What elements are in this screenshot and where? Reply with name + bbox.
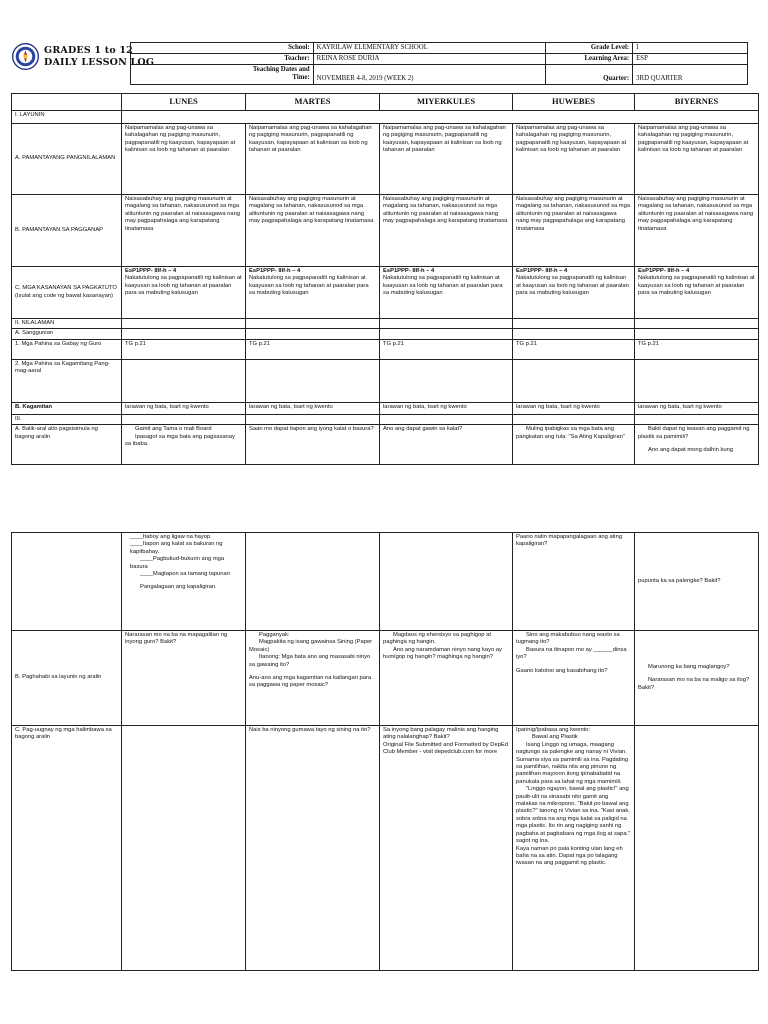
kasanayan-code: EsP1PPP- IIIf-h – 4 [125, 268, 177, 274]
teacher-value: REINA ROSE DURIA [313, 54, 546, 65]
teaching-dates-label-1: Teaching Dates and [252, 66, 310, 73]
paghahabi-text: Marunong ka bang maglangoy? [648, 663, 730, 670]
paghahabi-cell-martes [246, 631, 380, 726]
story-paragraph: Kaya naman po pala konting ulan lang eh baha na sa atin. Dapat nga po talagang iwasan na ang paggamit ng plastic. [516, 845, 623, 867]
pangnilalaman-cell: Naipamamalas ang pag-unawa sa kahalagahan ng pagiging masunurin, pagpapanatili ng kaayusan, kapayapaan at kalinisan sa loob ng tahanan at paaralan [122, 124, 246, 195]
pangnilalaman-cell: Naipamamalas ang pag-unawa sa kahalagahan ng pagiging masunurin, pagpapanatili ng kaayusan, kapayapaan at kalinisan sa loob ng tahanan at paaralan [513, 124, 635, 195]
kasanayan-code: EsP1PPP- IIIf-h – 4 [249, 268, 301, 274]
iii-label: III. [12, 414, 122, 424]
pag-uugnay-cell-huwebes [513, 726, 635, 971]
balik-text: Ipasagot sa mga bata ang pagsasanay sa ibaba. [125, 433, 235, 448]
story-instruction: Iparinig/Ipabasa ang kwento: [516, 727, 591, 733]
header-info-table [130, 42, 748, 85]
pagganap-cell: Naisasabuhay ang pagiging masunurin at magalang sa tahanan, nakasusunod sa mga alituntunin ng paaralan at naisasagawa nang may pagpapahalaga ang karapatang tinatamasa [635, 195, 759, 267]
pagganap-cell: Naisasabuhay ang pagiging masunurin at magalang sa tahanan, nakasusunod sa mga alituntunin ng paaralan at naisasagawa nang may pagpapahalaga ang karapatang tinatamasa [246, 195, 380, 267]
kagamitan-cell: larawan ng bata, tsart ng kwento [635, 402, 759, 414]
pamantayang-pangnilalaman-label: A. PAMANTAYANG PANGNILALAMAN [12, 124, 122, 195]
kasanayan-text: Nakatutulong sa pagpapanatili ng kalinisan at kaayusan sa loob ng tahanan at paaralan para sa mabuting kalusugan [383, 275, 503, 297]
story-title: Bawal ang Plastik [532, 734, 578, 741]
paghahabi-cell-biyernes [635, 631, 759, 726]
balik-aral-continued-biyernes: pupunta ka sa palengke? Bakit? [635, 533, 759, 631]
sanggunian-label: A. Sanggunian [12, 329, 122, 339]
exercise-item: ____Itaboy ang ligaw na hayop. [130, 534, 212, 540]
kasanayan-text: Nakatutulong sa pagpapanatili ng kalinisan at kaayusan sa loob ng tahanan at paaralan para sa mabuting kalusugan [249, 275, 369, 297]
kagamitang-pang-mag-aaral-label: 2. Mga Pahina sa Kagamitang Pang-mag-aaral [12, 359, 122, 402]
kasanayan-cell [246, 267, 380, 319]
balik-aral-continued-lunes [122, 533, 246, 631]
school-value: KAYRILAW ELEMENTARY SCHOOL [313, 43, 546, 54]
kasanayan-code: EsP1PPP- IIIf-h – 4 [516, 268, 568, 274]
quarter-label: Quarter: [546, 65, 633, 85]
story-paragraph: Isang Linggo ng umaga, maagang nagtungo sa palengke ang nanay ni Vivian. Sumama siya sa pamimili sa ina. Pagdating sa pamilihan, nakita nila ang pinuno ng pamilihan mayroon itong ipinababatid na panukala para sa lahat ng mga mamimili. [516, 741, 629, 785]
paghahabi-text: Gaano katotoo ang kasabihang ito? [516, 667, 608, 674]
tg-cell: TG p.21 [513, 339, 635, 359]
balik-aral-continued-huwebes: Paano natin mapapangalagaan ang ating kapaligiran? [513, 533, 635, 631]
kagamitan-cell: larawan ng bata, tsart ng kwento [380, 402, 513, 414]
pamantayan-sa-pagganap-label: B. PAMANTAYAN SA PAGGANAP [12, 195, 122, 267]
pag-uugnay-cell-martes: Nais ba ninyong gumawa tayo ng sining na ito? [246, 726, 380, 971]
title-line-1: GRADES 1 to 12 [44, 45, 133, 56]
day-header-blank [12, 94, 122, 111]
exercise-closing: Pangalagaan ang kapaligiran. [140, 584, 217, 591]
balik-text: Bakit dapat ng iwasan ang paggamit ng plastik sa pamimili? [638, 426, 750, 440]
paghahabi-text: Itanong: Mga bata ano ang masasabi ninyo sa gawaing ito? [249, 654, 371, 668]
lesson-log-table-page2 [11, 532, 759, 971]
teaching-dates-value: NOVEMBER 4-8, 2019 (WEEK 2) [313, 65, 546, 85]
kagamitan-cell: larawan ng bata, tsart ng kwento [246, 402, 380, 414]
balik-text: Muling ipabigkas sa mga bata ang pangkatan ang tula: "Sa Ating Kapaligiran" [516, 426, 625, 440]
kagamitan-label: B. Kagamitan [12, 402, 122, 414]
balik-aral-cell-biyernes [635, 425, 759, 465]
school-label: School: [131, 43, 314, 54]
pag-uugnay-label: C. Pag-uugnay ng mga halimbawa sa bagong aralin [12, 726, 122, 971]
lesson-log-table-page1 [11, 93, 759, 465]
paghahabi-text: Nararasan mo na ba na maligo sa ilog? Bakit? [638, 677, 750, 691]
pagganap-cell: Naisasabuhay ang pagiging masunurin at magalang sa tahanan, nakasusunod sa mga alituntunin ng paaralan at naisasagawa nang may pagpapahalaga ang karapatang tinatamasa [122, 195, 246, 267]
paghahabi-label: B. Paghahabi sa layunin ng aralin [12, 631, 122, 726]
day-header-lunes: LUNES [122, 94, 246, 111]
gabay-ng-guro-label: 1. Mga Pahina sa Gabay ng Guro [12, 339, 122, 359]
day-header-miyerkules: MIYERKULES [380, 94, 513, 111]
kagamitan-cell: larawan ng bata, tsart ng kwento [513, 402, 635, 414]
paghahabi-text: Sino ang makabubuo nang wasto sa tugmang ito? [516, 632, 620, 646]
balik-aral-label: A. Balik-aral at/o pagsisimula ng bagong aralin [12, 425, 122, 465]
balik-aral-cell-miyerkules: Ano ang dapat gawin sa kalat? [380, 425, 513, 465]
pagganap-cell: Naisasabuhay ang pagiging masunurin at magalang sa tahanan, nakasusunod sa mga alituntunin ng paaralan at naisasagawa nang may pagpapahalaga ang karapatang tinatamasa [513, 195, 635, 267]
day-header-biyernes: BIYERNES [635, 94, 759, 111]
kasanayan-cell [635, 267, 759, 319]
depedclub-note: Original File Submitted and Formatted by DepEd Club Member - visit depedclub.com for more [383, 741, 509, 756]
learning-area-value: ESP [633, 54, 748, 65]
paghahabi-text: Anu-ano ang mga kagamitan na kailangan para sa paggawa ng paper mosaic? [249, 675, 372, 689]
kasanayan-cell [380, 267, 513, 319]
grade-level-label: Grade Level: [546, 43, 633, 54]
pangnilalaman-cell: Naipamamalas ang pag-unawa sa kahalagahan ng pagiging masunurin, pagpapanatili ng kaayusan, kapayapaan at kalinisan sa loob ng tahanan at paaralan [635, 124, 759, 195]
kasanayan-cell [122, 267, 246, 319]
kasanayan-cell [513, 267, 635, 319]
pagganap-cell: Naisasabuhay ang pagiging masunurin at magalang sa tahanan, nakasusunod sa mga alituntunin ng paaralan at naisasagawa nang may pagpapahalaga ang karapatang tinatamasa [380, 195, 513, 267]
balik-aral-cell-lunes [122, 425, 246, 465]
balik-text: Gamit ang Tama o mali Board [135, 426, 212, 433]
pag-uugnay-cell-miyerkules [380, 726, 513, 971]
kasanayan-code: EsP1PPP- IIIf-h – 4 [383, 268, 435, 274]
kasanayan-text: Nakatutulong sa pagpapanatili ng kalinisan at kaayusan sa loob ng tahanan at paaralan para sa mabuting kalusugan [516, 275, 629, 297]
pangnilalaman-cell: Naipamamalas ang pag-unawa sa kahalagahan ng pagiging masunurin, pagpapanatili ng kaayusan, kapayapaan at kalinisan sa loob ng tahanan at paaralan [380, 124, 513, 195]
teaching-dates-label-2: Time: [292, 74, 310, 81]
kagamitan-cell: larawan ng bata, tsart ng kwento [122, 402, 246, 414]
exercise-item: ____Itapon ang kalat sa bakuran ng kapitbahay. [130, 541, 223, 555]
exercise-item: ____Pagbukud-bukurin ang mga basura [130, 556, 225, 570]
tg-cell: TG p.21 [246, 339, 380, 359]
kasanayan-sa-pagkatuto-label: C. MGA KASANAYAN SA PAGKATUTO (Isulat ang code ng bawat kasanayan) [12, 267, 122, 319]
tg-cell: TG p.21 [635, 339, 759, 359]
pangnilalaman-cell: Naipamamalas ang pag-unawa sa kahalagahan ng pagiging masunurin, pagpapanatili ng kaayusan, kapayapaan at kalinisan sa loob ng tahanan at paaralan [246, 124, 380, 195]
story-paragraph: "Linggo ngayon, bawal ang plastic!" ang paulit-ulit na sinasabi nito gamit ang malakas na mikropono. "Bakit po bawal ang plastic?" tanong ni Vivian sa ina. "Kasi anak, sobra sobra na ang mga kalat sa paligid na mga plastic. Ito rin ang nagiging sanhi ng pagbaha at pagbabara ng mga ilog at sapa." sagot ng ina. [516, 786, 631, 845]
paghahabi-text: Magpakita ng isang gawainsa Sining (Paper Mosaic) [249, 639, 373, 653]
exercise-item: ____Magtapon sa tamang tapunan [140, 571, 230, 578]
paghahabi-text: Ano ang naramdaman ninyo nang kayo ay humigop ng hangin? maghinga ng hangin? [383, 646, 502, 661]
layunin-row [122, 111, 759, 124]
learning-area-label: Learning Area: [546, 54, 633, 65]
tg-cell: TG p.21 [380, 339, 513, 359]
pag-uugnay-text: Sa inyong bang palagay malinis ang hanging ating nalalanghap? Bakit? [383, 727, 499, 741]
title-line-2: DAILY LESSON LOG [44, 57, 155, 68]
paghahabi-cell-miyerkules [380, 631, 513, 726]
paghahabi-text: Magdaos ng ehersisyo sa paghigop at paghinga ng hangin. [383, 632, 491, 646]
paghahabi-text: Pagganyak: [259, 632, 290, 638]
grade-level-value: I [633, 43, 748, 54]
balik-aral-cell-huwebes [513, 425, 635, 465]
teacher-label: Teacher: [131, 54, 314, 65]
paghahabi-cell-huwebes [513, 631, 635, 726]
deped-seal-logo [12, 43, 39, 70]
teaching-dates-label [131, 65, 314, 85]
balik-text: Ano ang dapat mong dalhin kung [648, 447, 734, 454]
paghahabi-cell-lunes: Nararasan mo na ba na mapagalitan ng inyong guro? Bakit? [122, 631, 246, 726]
day-header-huwebes: HUWEBES [513, 94, 635, 111]
nilalaman-label: II. NILALAMAN [12, 319, 122, 329]
layunin-label: I. LAYUNIN [12, 111, 122, 124]
balik-aral-cell-martes: Saan mo dapat itapon ang iyong kalat o basura? [246, 425, 380, 465]
paghahabi-text: Basura na itinapon mo ay ______dinsa iyo? [516, 646, 627, 661]
day-header-martes: MARTES [246, 94, 380, 111]
kasanayan-text: Nakatutulong sa pagpapanatili ng kalinisan at kaayusan sa loob ng tahanan at paaralan para sa mabuting kalusugan [638, 275, 755, 297]
quarter-value: 3RD QUARTER [633, 65, 748, 85]
kasanayan-text: Nakatutulong sa pagpapanatili ng kalinisan at kaayusan sa loob ng tahanan at paaralan para sa mabuting kalusugan [125, 275, 242, 297]
continued-label [12, 533, 122, 631]
kasanayan-code: EsP1PPP- IIIf-h – 4 [638, 268, 690, 274]
tg-cell: TG p.21 [122, 339, 246, 359]
